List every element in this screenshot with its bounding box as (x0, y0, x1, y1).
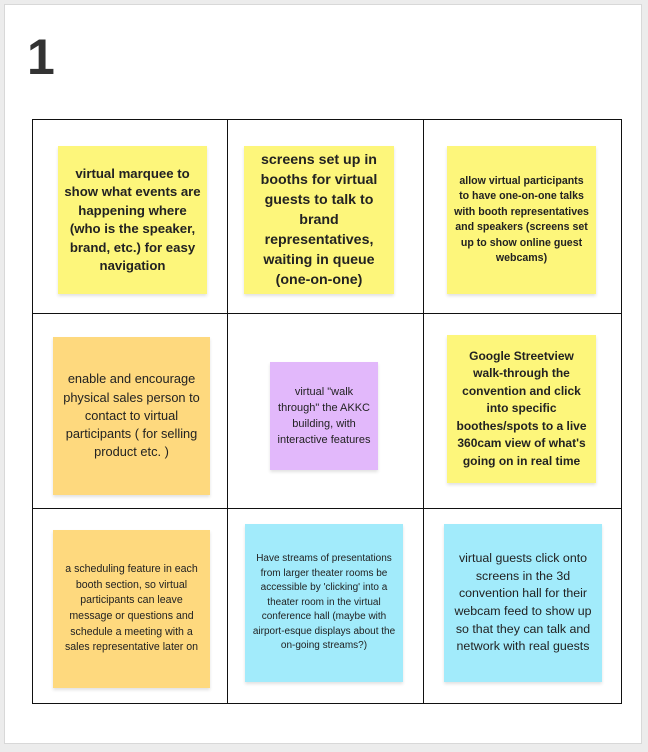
sticky-note-text: Google Streetview walk-through the convention and click into specific boothes/spots to a live 360cam view of what's going on in real time (456, 348, 587, 468)
grid-cell (33, 314, 228, 509)
sticky-note-text: a scheduling feature in each booth section, so virtual participants can leave message or questions and schedule a meeting with a sales representative later on (64, 563, 199, 654)
sticky-note[interactable] (444, 524, 602, 682)
grid-cell (424, 314, 621, 509)
frame-number: 1 (27, 29, 55, 85)
grid-cell (424, 509, 621, 703)
frame-board (4, 4, 642, 744)
sticky-note-text: Have streams of presentations from larger theater rooms be accessible by 'clicking' into a theater room in the virtual conference hall (maybe with airport-esque displays about the on-going streams?) (252, 552, 396, 652)
grid-cell (228, 509, 424, 703)
grid-cell (33, 120, 228, 314)
sticky-note[interactable] (244, 146, 394, 294)
sticky-note[interactable] (270, 362, 378, 470)
sticky-note[interactable] (58, 146, 207, 294)
sticky-note-text: screens set up in booths for virtual guests to talk to brand representatives, waiting in queue (one-on-one) (260, 152, 378, 288)
grid-cell (228, 120, 424, 314)
sticky-note[interactable] (245, 524, 403, 682)
sticky-note-text: allow virtual participants to have one-on-one talks with booth representatives and speakers (screens set up to show online guest webcams) (454, 174, 589, 264)
bingo-grid (32, 119, 622, 704)
grid-cell (228, 314, 424, 509)
sticky-note-text: virtual "walk through" the AKKC building, with interactive features (277, 386, 371, 446)
grid-cell (424, 120, 621, 314)
sticky-note-text: enable and encourage physical sales person to contact to virtual participants ( for selling product etc. ) (63, 371, 200, 460)
sticky-note[interactable] (447, 335, 596, 483)
sticky-note[interactable] (53, 337, 210, 495)
grid-cell (33, 509, 228, 703)
sticky-note[interactable] (447, 146, 596, 294)
sticky-note[interactable] (53, 530, 210, 688)
sticky-note-text: virtual guests click onto screens in the 3d convention hall for their webcam feed to show up so that they can talk and network with real guests (454, 551, 592, 654)
sticky-note-text: virtual marquee to show what events are happening where (who is the speaker, brand, etc.) for easy navigation (64, 165, 201, 273)
